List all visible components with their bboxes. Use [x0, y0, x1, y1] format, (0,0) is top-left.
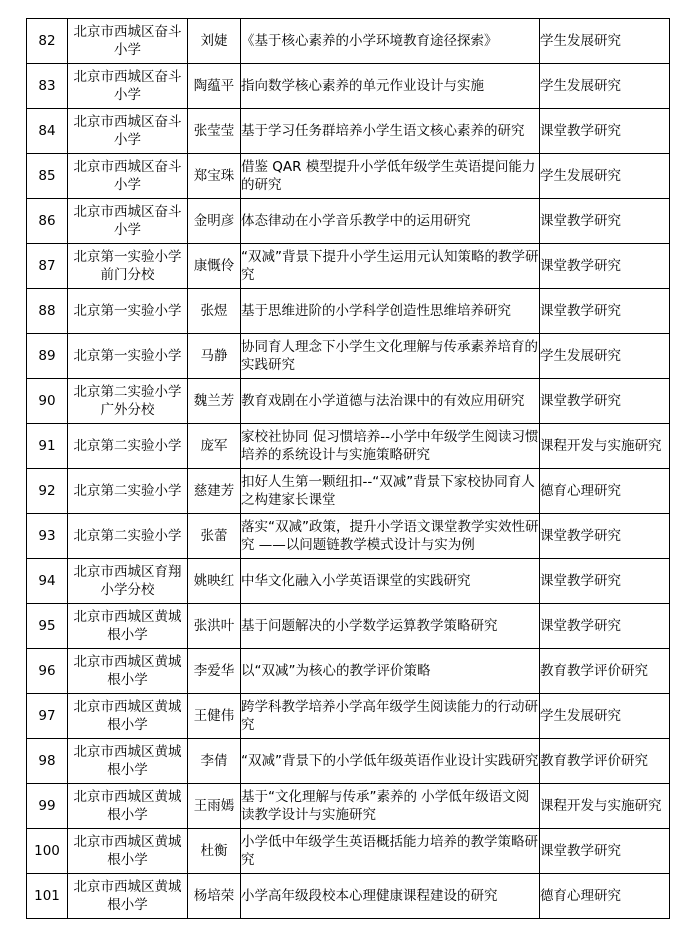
row-number-cell: 99: [27, 784, 68, 829]
research-category-cell: 德育心理研究: [540, 874, 670, 919]
research-category-cell: 课堂教学研究: [540, 829, 670, 874]
row-number-cell: 101: [27, 874, 68, 919]
research-topic-cell: 小学低中年级学生英语概括能力培养的教学策略研究: [241, 829, 540, 874]
research-category-cell: 课堂教学研究: [540, 199, 670, 244]
research-topic-cell: 体态律动在小学音乐教学中的运用研究: [241, 199, 540, 244]
researcher-name-cell: 王健伟: [188, 694, 241, 739]
research-category-cell: 课程开发与实施研究: [540, 784, 670, 829]
row-number-cell: 92: [27, 469, 68, 514]
table-row: [27, 64, 670, 109]
researcher-name-cell: 张蕾: [188, 514, 241, 559]
table-row: [27, 829, 670, 874]
table-row: [27, 109, 670, 154]
table-row: [27, 739, 670, 784]
research-topic-cell: 跨学科教学培养小学高年级学生阅读能力的行动研究: [241, 694, 540, 739]
school-name-cell: 北京市西城区黄城根小学: [68, 649, 188, 694]
research-category-cell: 学生发展研究: [540, 334, 670, 379]
row-number-cell: 95: [27, 604, 68, 649]
school-name-cell: 北京第一实验小学: [68, 289, 188, 334]
school-name-cell: 北京市西城区奋斗小学: [68, 154, 188, 199]
row-number-cell: 100: [27, 829, 68, 874]
school-name-cell: 北京第二实验小学: [68, 424, 188, 469]
school-name-cell: 北京市西城区奋斗小学: [68, 199, 188, 244]
research-topic-cell: “双减”背景下提升小学生运用元认知策略的教学研究: [241, 244, 540, 289]
research-topic-cell: 借鉴 QAR 模型提升小学低年级学生英语提问能力的研究: [241, 154, 540, 199]
table-row: [27, 559, 670, 604]
research-topic-cell: 基于问题解决的小学数学运算教学策略研究: [241, 604, 540, 649]
table-row: [27, 154, 670, 199]
researcher-name-cell: 张煜: [188, 289, 241, 334]
research-category-cell: 课堂教学研究: [540, 559, 670, 604]
table-row: [27, 379, 670, 424]
research-category-cell: 课堂教学研究: [540, 604, 670, 649]
school-name-cell: 北京市西城区黄城根小学: [68, 739, 188, 784]
row-number-cell: 82: [27, 19, 68, 64]
table-row: [27, 469, 670, 514]
school-name-cell: 北京第一实验小学: [68, 334, 188, 379]
researcher-name-cell: 姚映红: [188, 559, 241, 604]
researcher-name-cell: 王雨嫣: [188, 784, 241, 829]
research-topic-cell: 落实“双减”政策，提升小学语文课堂教学实效性研究 ——以问题链教学模式设计与实为例: [241, 514, 540, 559]
table-row: [27, 289, 670, 334]
table-row: [27, 244, 670, 289]
row-number-cell: 97: [27, 694, 68, 739]
row-number-cell: 86: [27, 199, 68, 244]
row-number-cell: 89: [27, 334, 68, 379]
row-number-cell: 90: [27, 379, 68, 424]
school-name-cell: 北京市西城区奋斗小学: [68, 109, 188, 154]
row-number-cell: 85: [27, 154, 68, 199]
researcher-name-cell: 张莹莹: [188, 109, 241, 154]
researcher-name-cell: 马静: [188, 334, 241, 379]
research-topic-cell: 中华文化融入小学英语课堂的实践研究: [241, 559, 540, 604]
research-topic-cell: 小学高年级段校本心理健康课程建设的研究: [241, 874, 540, 919]
row-number-cell: 93: [27, 514, 68, 559]
research-topic-cell: 《基于核心素养的小学环境教育途径探索》: [241, 19, 540, 64]
table-row: [27, 694, 670, 739]
research-topic-cell: “双减”背景下的小学低年级英语作业设计实践研究: [241, 739, 540, 784]
school-name-cell: 北京第二实验小学广外分校: [68, 379, 188, 424]
school-name-cell: 北京市西城区育翔小学分校: [68, 559, 188, 604]
research-topic-cell: 家校社协同 促习惯培养--小学中年级学生阅读习惯培养的系统设计与实施策略研究: [241, 424, 540, 469]
researcher-name-cell: 张洪叶: [188, 604, 241, 649]
row-number-cell: 96: [27, 649, 68, 694]
school-name-cell: 北京市西城区黄城根小学: [68, 784, 188, 829]
project-table-body: [27, 19, 670, 919]
row-number-cell: 98: [27, 739, 68, 784]
researcher-name-cell: 庞军: [188, 424, 241, 469]
row-number-cell: 88: [27, 289, 68, 334]
row-number-cell: 84: [27, 109, 68, 154]
school-name-cell: 北京市西城区黄城根小学: [68, 694, 188, 739]
research-topic-cell: 以“双减”为核心的教学评价策略: [241, 649, 540, 694]
school-name-cell: 北京市西城区奋斗小学: [68, 19, 188, 64]
research-category-cell: 德育心理研究: [540, 469, 670, 514]
school-name-cell: 北京第二实验小学: [68, 469, 188, 514]
table-row: [27, 874, 670, 919]
researcher-name-cell: 郑宝珠: [188, 154, 241, 199]
research-category-cell: 学生发展研究: [540, 154, 670, 199]
research-category-cell: 课堂教学研究: [540, 379, 670, 424]
table-row: [27, 514, 670, 559]
table-row: [27, 784, 670, 829]
researcher-name-cell: 魏兰芳: [188, 379, 241, 424]
row-number-cell: 94: [27, 559, 68, 604]
table-row: [27, 19, 670, 64]
research-topic-cell: 协同育人理念下小学生文化理解与传承素养培育的实践研究: [241, 334, 540, 379]
table-row: [27, 604, 670, 649]
researcher-name-cell: 慈建芳: [188, 469, 241, 514]
researcher-name-cell: 李倩: [188, 739, 241, 784]
researcher-name-cell: 杜衡: [188, 829, 241, 874]
table-row: [27, 424, 670, 469]
research-category-cell: 课堂教学研究: [540, 514, 670, 559]
research-category-cell: 课堂教学研究: [540, 289, 670, 334]
research-category-cell: 学生发展研究: [540, 694, 670, 739]
school-name-cell: 北京市西城区黄城根小学: [68, 829, 188, 874]
researcher-name-cell: 李爱华: [188, 649, 241, 694]
row-number-cell: 91: [27, 424, 68, 469]
research-category-cell: 课堂教学研究: [540, 244, 670, 289]
row-number-cell: 83: [27, 64, 68, 109]
research-category-cell: 学生发展研究: [540, 64, 670, 109]
research-category-cell: 课堂教学研究: [540, 109, 670, 154]
researcher-name-cell: 刘婕: [188, 19, 241, 64]
researcher-name-cell: 杨培荣: [188, 874, 241, 919]
research-topic-cell: 扣好人生第一颗纽扣--“双减”背景下家校协同育人之构建家长课堂: [241, 469, 540, 514]
researcher-name-cell: 陶蕴平: [188, 64, 241, 109]
research-topic-cell: 基于学习任务群培养小学生语文核心素养的研究: [241, 109, 540, 154]
table-row: [27, 334, 670, 379]
researcher-name-cell: 康慨伶: [188, 244, 241, 289]
research-topic-cell: 基于思维进阶的小学科学创造性思维培养研究: [241, 289, 540, 334]
table-row: [27, 649, 670, 694]
research-category-cell: 课程开发与实施研究: [540, 424, 670, 469]
project-table: [26, 18, 670, 919]
research-category-cell: 学生发展研究: [540, 19, 670, 64]
school-name-cell: 北京市西城区黄城根小学: [68, 604, 188, 649]
research-topic-cell: 教育戏剧在小学道德与法治课中的有效应用研究: [241, 379, 540, 424]
research-category-cell: 教育教学评价研究: [540, 649, 670, 694]
research-category-cell: 教育教学评价研究: [540, 739, 670, 784]
school-name-cell: 北京市西城区奋斗小学: [68, 64, 188, 109]
research-topic-cell: 指向数学核心素养的单元作业设计与实施: [241, 64, 540, 109]
school-name-cell: 北京第一实验小学前门分校: [68, 244, 188, 289]
table-row: [27, 199, 670, 244]
school-name-cell: 北京市西城区黄城根小学: [68, 874, 188, 919]
row-number-cell: 87: [27, 244, 68, 289]
research-topic-cell: 基于“文化理解与传承”素养的 小学低年级语文阅读教学设计与实施研究: [241, 784, 540, 829]
school-name-cell: 北京第二实验小学: [68, 514, 188, 559]
researcher-name-cell: 金明彦: [188, 199, 241, 244]
